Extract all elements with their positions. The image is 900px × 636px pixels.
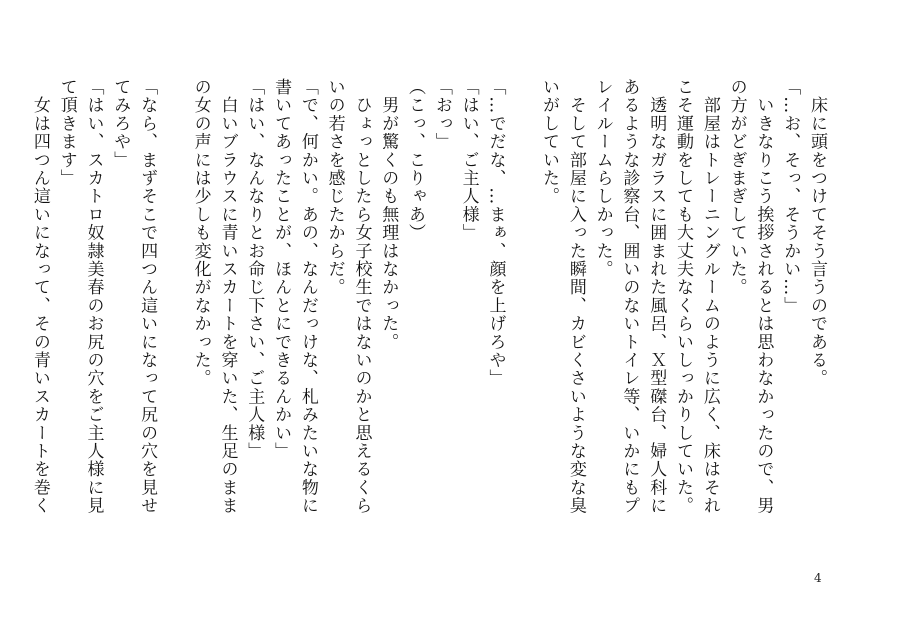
text-line: こそ運動をしても大丈夫なくらいしっかりしていた。 — [673, 78, 694, 515]
blank-line — [508, 78, 535, 548]
page-number: 4 — [814, 571, 822, 585]
blank-line — [160, 78, 187, 548]
text-line: （こっ、こりゃあ） — [405, 78, 426, 242]
text-line: 「はい、スカトロ奴隷美春のお尻の穴をご主人様に見 — [83, 78, 104, 515]
text-line: 「で、何かい。あの、なんだっけな、札みたいな物に — [297, 78, 318, 515]
text-line: 部屋はトレーニングルームのように広く、床はそれ — [699, 78, 720, 515]
text-line: 「なら、まずそこで四つん這いになって尻の穴を見せ — [137, 78, 158, 515]
text-line: 白いブラウスに青いスカートを穿いた、生足のまま — [217, 78, 238, 515]
text-line: 「…でだな、…まぁ、顔を上げろや」 — [485, 78, 506, 388]
text-line: 床に頭をつけてそう言うのである。 — [807, 78, 827, 388]
text-line: 透明なガラスに囲まれた風呂、Ｘ型磔台、婦人科に — [646, 78, 667, 515]
text-line: レイルームらしかった。 — [592, 78, 613, 279]
text-line: あるような診察台、囲いのないトイレ等、いかにもプ — [619, 78, 640, 515]
text-line: 女は四つん這いになって、その青いスカートを巻く — [29, 78, 50, 515]
text-line: いの若さを感じたからだ。 — [324, 78, 345, 297]
text-line: そして部屋に入った瞬間、カビくさいような変な臭 — [565, 78, 586, 515]
text-line: て頂きます」 — [56, 78, 77, 188]
text-line: 「おっ」 — [431, 78, 452, 151]
text-line: 男が驚くのも無理はなかった。 — [378, 78, 399, 351]
text-line: の女の声には少しも変化がなかった。 — [190, 78, 211, 388]
text-line: てみろや」 — [110, 78, 131, 169]
text-line: の方がどぎまぎしていた。 — [726, 78, 747, 297]
text-line: いがしていた。 — [539, 78, 560, 206]
vertical-text-block — [29, 78, 830, 548]
text-line: 「…お、そっ、そうかい…」 — [780, 78, 801, 315]
text-line: 「はい、なんなりとお命じ下さい、ご主人様」 — [244, 78, 265, 461]
text-line: 「はい、ご主人様」 — [458, 78, 479, 242]
text-line: 書いてあったことが、ほんとにできるんかい」 — [271, 78, 292, 461]
text-line: いきなりこう挨拶されるとは思わなかったので、男 — [753, 78, 774, 515]
text-line: ひょっとしたら女子校生ではないのかと思えるくら — [351, 78, 372, 515]
